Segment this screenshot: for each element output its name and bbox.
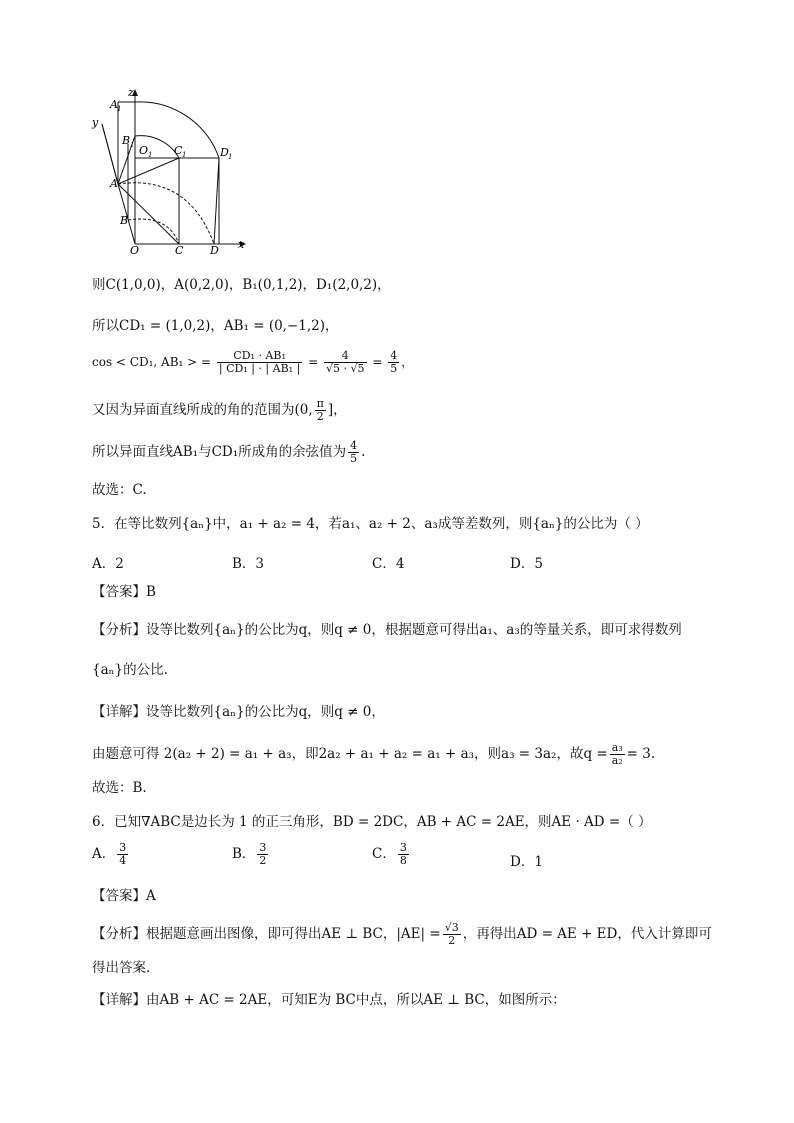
label-C: C [175, 244, 184, 256]
label-C1: C [174, 144, 183, 157]
cos-fraction-3 [388, 350, 399, 375]
q6-analysis [92, 922, 712, 947]
cos-line [92, 350, 413, 375]
conclusion-fraction [348, 440, 359, 465]
label-D1-sub: 1 [228, 153, 233, 161]
q6-option-c [372, 842, 411, 867]
q6-option-a-letter: A． [92, 846, 116, 862]
q6-stem: 6．已知∇ABC是边长为 1 的正三角形，BD = 2DC，AB + AC = 2AE，则AE · AD =（ ） [92, 814, 652, 830]
q6-option-b-den: 2 [259, 854, 267, 867]
detail2-fraction [610, 742, 625, 767]
cos-eq: = [372, 355, 383, 369]
range-num: π [316, 397, 324, 410]
analysis-tag: 【分析】 [92, 622, 146, 638]
q6-option-b-num: 3 [259, 841, 267, 854]
q6-option-b-fraction [257, 842, 268, 867]
cos-den-1: | CD₁ | · | AB₁ | [218, 362, 301, 375]
q6-option-a-num: 3 [119, 841, 127, 854]
label-A1-sub: 1 [117, 105, 122, 113]
cos-num-3: 4 [390, 349, 398, 362]
answer-value: B [146, 584, 156, 600]
label-x: x [238, 238, 245, 251]
detail2-den: a₂ [611, 754, 623, 767]
conclusion-line [92, 440, 365, 465]
q6-answer-value: A [146, 888, 156, 904]
range-fraction [315, 398, 326, 423]
cos-num-2: 4 [324, 350, 367, 363]
label-D1: D [220, 146, 229, 159]
answer-tag: 【答案】 [92, 584, 146, 600]
q5-answer [92, 582, 156, 602]
q5-option-a: A．2 [92, 556, 124, 572]
range-den: 2 [316, 410, 324, 423]
q6-option-a-fraction [117, 842, 128, 867]
analysis-text: 设等比数列{aₙ}的公比为q，则q ≠ 0，根据题意可得出a₁、a₃的等量关系，即可求得数列 [146, 622, 682, 638]
q5-detail [92, 702, 385, 722]
label-O: O [130, 244, 140, 256]
label-A: A [110, 177, 118, 190]
q5-option-c: C．4 [372, 556, 405, 572]
q6-analysis-tag: 【分析】 [92, 926, 146, 942]
cos-end: ， [401, 355, 414, 369]
q6-option-c-letter: C． [372, 846, 396, 862]
label-C1-sub: 1 [182, 151, 187, 159]
q6-option-b-letter: B． [232, 846, 256, 862]
q6-analysis-num: √3 [444, 921, 459, 934]
conclusion-num: 4 [350, 439, 358, 452]
vectors-prefix: 所以 [92, 318, 119, 334]
q6-answer [92, 886, 156, 906]
q5-option-b: B．3 [232, 556, 265, 572]
choice-c-line: 故选：C. [92, 482, 147, 498]
detail2-num: a₃ [611, 741, 623, 754]
label-y: y [92, 116, 99, 129]
cos-lhs: cos < CD₁, AB₁ > = [92, 355, 212, 369]
vectors-line [92, 316, 339, 336]
coords-line: 则C(1,0,0)，A(0,2,0)，B₁(0,1,2)，D₁(2,0,2)， [92, 277, 391, 293]
q5-choice: 故选：B. [92, 780, 147, 796]
cos-fraction-1 [217, 350, 302, 375]
geometry-figure [88, 84, 258, 256]
range-line [92, 398, 347, 423]
q5-analysis [92, 620, 682, 640]
cos-fraction-2 [324, 350, 367, 375]
conclusion-end: . [361, 444, 366, 460]
q5-analysis-cont: {aₙ}的公比. [92, 662, 168, 678]
cos-den-2: √5 · √5 [326, 362, 365, 375]
q6-option-d-letter: D． [510, 854, 535, 870]
detail-text: 设等比数列{aₙ}的公比为q，则q ≠ 0， [146, 704, 385, 720]
label-B1-sub: 1 [130, 141, 135, 149]
label-O1: O [139, 144, 149, 157]
detail-tag: 【详解】 [92, 704, 146, 720]
conclusion-text: 所以异面直线AB₁与CD₁所成角的余弦值为 [92, 444, 347, 460]
q5-stem: 5．在等比数列{aₙ}中，a₁ + a₂ = 4，若a₁、a₂ + 2、a₃成等差数列，则{aₙ}的公比为（ ） [92, 516, 649, 532]
q6-option-a-den: 4 [119, 854, 127, 867]
conclusion-den: 5 [350, 452, 358, 465]
label-A1: A [110, 98, 118, 111]
q6-analysis-b: ，再得出AD = AE + ED，代入计算即可 [462, 926, 712, 942]
label-z: z [128, 86, 134, 99]
q6-detail-text: 由AB + AC = 2AE，可知E为 BC中点，所以AE ⊥ BC，如图所示： [146, 992, 566, 1008]
label-B1: B [122, 134, 131, 147]
q6-option-c-num: 3 [399, 841, 407, 854]
q5-detail-2 [92, 742, 655, 767]
range-text: 又因为异面直线所成的角的范围为(0, [92, 402, 313, 418]
q5-option-d: D．5 [510, 556, 543, 572]
label-B: B [120, 214, 129, 227]
q6-analysis-fraction [443, 922, 461, 947]
detail2-end: = 3. [626, 746, 656, 762]
label-D: D [210, 244, 219, 256]
q6-detail-tag: 【详解】 [92, 992, 146, 1008]
q6-option-b [232, 842, 270, 867]
q6-analysis-den: 2 [448, 934, 456, 947]
vectors-expression: CD₁ = (1,0,2)，AB₁ = (0,−1,2)， [119, 318, 339, 334]
q6-answer-tag: 【答案】 [92, 888, 146, 904]
q6-option-d-value: 1 [534, 854, 543, 870]
q6-option-c-fraction [398, 842, 409, 867]
q6-analysis-cont: 得出答案. [92, 960, 151, 976]
q6-option-a [92, 842, 130, 867]
range-end: ]， [327, 402, 347, 418]
q6-analysis-a: 根据题意画出图像，即可得出AE ⊥ BC，|AE| = [146, 926, 441, 942]
q6-detail [92, 990, 566, 1010]
detail2-text: 由题意可得 2(a₂ + 2) = a₁ + a₃，即2a₂ + a₁ + a₂ = a₁ + a₃，则a₃ = 3a₂，故q = [92, 746, 608, 762]
cos-mid: = [308, 355, 319, 369]
cos-num-1: CD₁ · AB₁ [217, 350, 302, 363]
q6-option-d [510, 850, 543, 870]
q6-option-c-den: 8 [399, 854, 407, 867]
label-O1-sub: 1 [148, 151, 153, 159]
cos-den-3: 5 [390, 362, 398, 375]
